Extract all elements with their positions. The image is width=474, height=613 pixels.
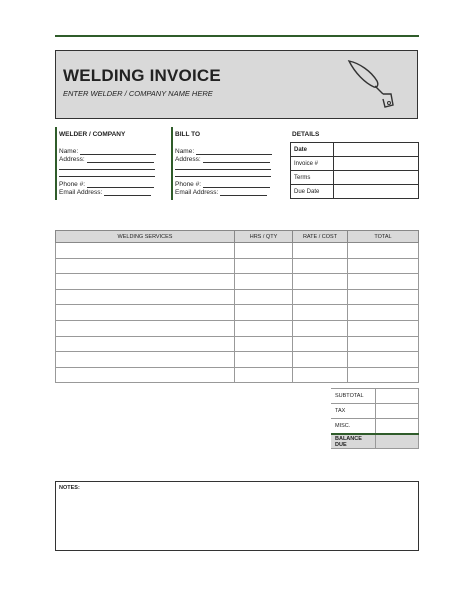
total-cell[interactable] xyxy=(348,305,419,321)
service-cell[interactable] xyxy=(56,289,235,305)
welder-heading: WELDER / COMPANY xyxy=(59,131,126,138)
total-cell[interactable] xyxy=(348,289,419,305)
col-total: TOTAL xyxy=(348,231,419,243)
service-row xyxy=(56,289,419,305)
services-table xyxy=(55,230,419,383)
bill-to-address-line-3[interactable] xyxy=(175,176,271,177)
details-table xyxy=(290,142,419,199)
details-row-invoice xyxy=(291,157,419,171)
col-hrs-qty: HRS / QTY xyxy=(235,231,293,243)
rate-cell[interactable] xyxy=(293,336,348,352)
bill-to-email-input[interactable] xyxy=(220,188,267,196)
service-cell[interactable] xyxy=(56,336,235,352)
qty-cell[interactable] xyxy=(235,336,293,352)
total-cell[interactable] xyxy=(348,243,419,259)
qty-cell[interactable] xyxy=(235,258,293,274)
welder-phone-label: Phone #: xyxy=(59,181,86,188)
qty-cell[interactable] xyxy=(235,305,293,321)
service-cell[interactable] xyxy=(56,305,235,321)
details-heading: DETAILS xyxy=(292,131,320,138)
details-date-label: Date xyxy=(291,143,334,157)
service-cell[interactable] xyxy=(56,258,235,274)
details-invoice-value[interactable] xyxy=(334,157,419,171)
bill-to-email-field[interactable] xyxy=(175,188,267,196)
subtotal-row xyxy=(331,389,419,404)
rate-cell[interactable] xyxy=(293,352,348,368)
rate-cell[interactable] xyxy=(293,243,348,259)
welder-address-field[interactable] xyxy=(59,155,154,163)
bill-to-email-label: Email Address: xyxy=(175,189,219,196)
total-cell[interactable] xyxy=(348,336,419,352)
welder-email-input[interactable] xyxy=(104,188,151,196)
bill-to-phone-label: Phone #: xyxy=(175,181,202,188)
qty-cell[interactable] xyxy=(235,367,293,383)
details-row-terms xyxy=(291,171,419,185)
details-terms-label: Terms xyxy=(291,171,334,185)
service-row xyxy=(56,352,419,368)
qty-cell[interactable] xyxy=(235,352,293,368)
tax-row xyxy=(331,404,419,419)
tax-value[interactable] xyxy=(376,404,419,419)
bill-to-name-field[interactable] xyxy=(175,147,272,155)
bill-to-phone-input[interactable] xyxy=(203,180,270,188)
services-body xyxy=(56,243,419,383)
welder-name-label: Name: xyxy=(59,148,79,155)
details-row-due-date xyxy=(291,185,419,199)
welder-phone-input[interactable] xyxy=(87,180,154,188)
bill-to-address-field[interactable] xyxy=(175,155,270,163)
notes-box[interactable] xyxy=(55,481,419,551)
total-cell[interactable] xyxy=(348,352,419,368)
col-welding-services: WELDING SERVICES xyxy=(56,231,235,243)
welding-torch-icon xyxy=(345,57,400,113)
service-row xyxy=(56,367,419,383)
bill-to-address-label: Address: xyxy=(175,156,201,163)
misc-value[interactable] xyxy=(376,419,419,435)
notes-label: NOTES: xyxy=(59,485,80,491)
rate-cell[interactable] xyxy=(293,320,348,336)
bill-to-address-line-2[interactable] xyxy=(175,169,271,170)
service-cell[interactable] xyxy=(56,320,235,336)
services-header-row xyxy=(56,231,419,243)
qty-cell[interactable] xyxy=(235,243,293,259)
total-cell[interactable] xyxy=(348,320,419,336)
welder-section-bar xyxy=(55,127,57,200)
rate-cell[interactable] xyxy=(293,258,348,274)
welder-phone-field[interactable] xyxy=(59,180,154,188)
rate-cell[interactable] xyxy=(293,274,348,290)
details-invoice-label: Invoice # xyxy=(291,157,334,171)
total-cell[interactable] xyxy=(348,367,419,383)
tax-label: TAX xyxy=(331,404,376,419)
totals-table xyxy=(331,388,419,449)
bill-to-name-input[interactable] xyxy=(196,147,272,155)
bill-to-name-label: Name: xyxy=(175,148,195,155)
details-date-value[interactable] xyxy=(334,143,419,157)
service-row xyxy=(56,320,419,336)
welder-address-line-3[interactable] xyxy=(59,176,155,177)
rate-cell[interactable] xyxy=(293,305,348,321)
page-title: WELDING INVOICE xyxy=(63,66,221,85)
welder-name-field[interactable] xyxy=(59,147,156,155)
qty-cell[interactable] xyxy=(235,289,293,305)
bill-to-address-input[interactable] xyxy=(203,155,270,163)
welder-email-label: Email Address: xyxy=(59,189,103,196)
welder-address-input[interactable] xyxy=(87,155,154,163)
bill-to-heading: BILL TO xyxy=(175,131,201,138)
total-cell[interactable] xyxy=(348,258,419,274)
service-row xyxy=(56,305,419,321)
rate-cell[interactable] xyxy=(293,289,348,305)
subtotal-value[interactable] xyxy=(376,389,419,404)
service-cell[interactable] xyxy=(56,352,235,368)
service-cell[interactable] xyxy=(56,274,235,290)
balance-due-row xyxy=(331,434,419,449)
service-row xyxy=(56,243,419,259)
welder-email-field[interactable] xyxy=(59,188,151,196)
col-rate-cost: RATE / COST xyxy=(293,231,348,243)
details-terms-value[interactable] xyxy=(334,171,419,185)
service-cell[interactable] xyxy=(56,243,235,259)
service-row xyxy=(56,258,419,274)
top-accent-line xyxy=(55,35,419,37)
service-row xyxy=(56,274,419,290)
details-due-date-label: Due Date xyxy=(291,185,334,199)
details-due-date-value[interactable] xyxy=(334,185,419,199)
balance-due-value[interactable] xyxy=(376,434,419,449)
welder-name-input[interactable] xyxy=(80,147,156,155)
rate-cell[interactable] xyxy=(293,367,348,383)
company-name-placeholder[interactable]: ENTER WELDER / COMPANY NAME HERE xyxy=(63,89,213,98)
qty-cell[interactable] xyxy=(235,274,293,290)
qty-cell[interactable] xyxy=(235,320,293,336)
bill-to-section-bar xyxy=(171,127,173,200)
bill-to-phone-field[interactable] xyxy=(175,180,270,188)
balance-due-label: BALANCE DUE xyxy=(331,434,376,449)
service-cell[interactable] xyxy=(56,367,235,383)
misc-row xyxy=(331,419,419,435)
welder-address-label: Address: xyxy=(59,156,85,163)
misc-label: MISC. xyxy=(331,419,376,435)
details-row-date xyxy=(291,143,419,157)
subtotal-label: SUBTOTAL xyxy=(331,389,376,404)
welder-address-line-2[interactable] xyxy=(59,169,155,170)
total-cell[interactable] xyxy=(348,274,419,290)
service-row xyxy=(56,336,419,352)
